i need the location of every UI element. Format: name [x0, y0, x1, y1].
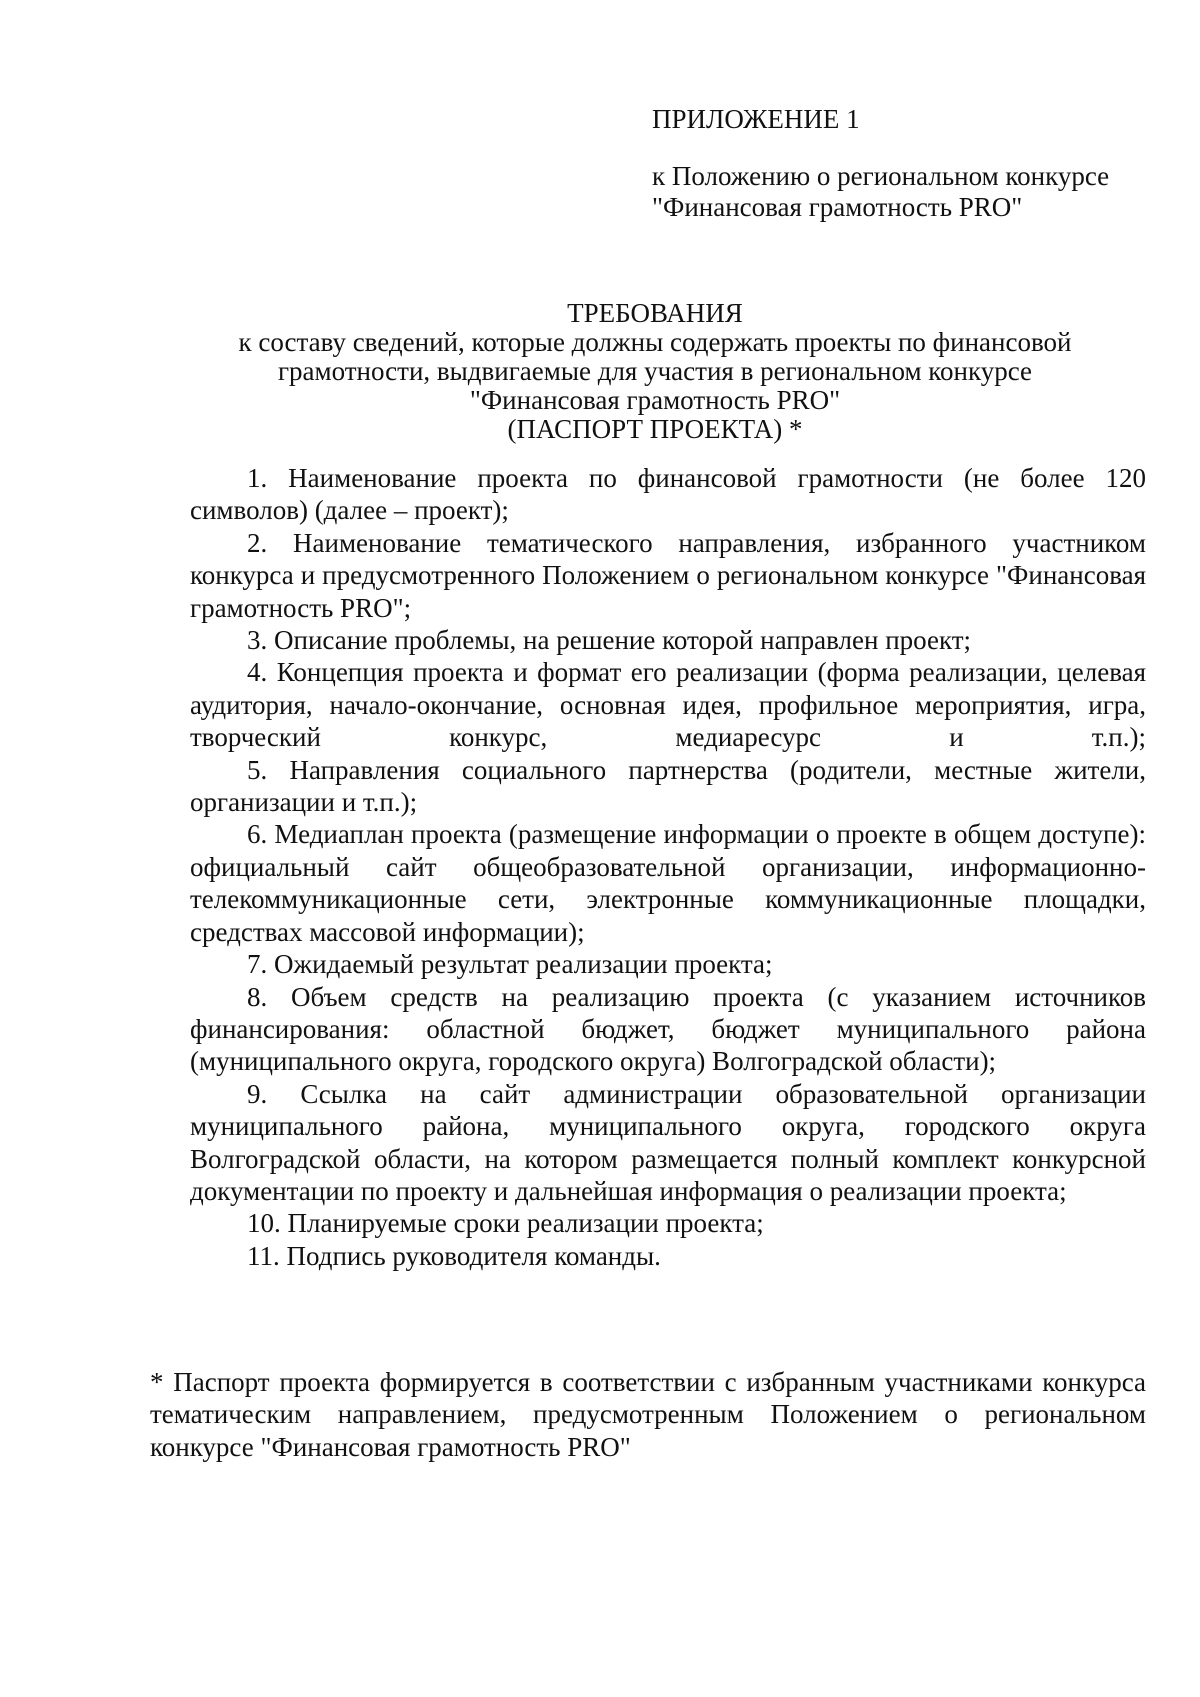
heading-line-2: грамотности, выдвигаемые для участия в региональном конкурсе: [277, 356, 1033, 386]
requirement-item: 9. Ссылка на сайт администрации образовательной организации муниципального района, муниципального округа, городского округа Волгоградской области, на котором размещается полный комплект конкурсной документации по проекту и дальнейшая информация о реализации проекта;: [190, 1078, 1146, 1206]
requirement-item: 1. Наименование проекта по финансовой грамотности (не более 120 символов) (далее – проект);: [190, 463, 1146, 526]
requirement-item: 6. Медиаплан проекта (размещение информации о проекте в общем доступе): официальный сайт общеобразовательной организации, информационно-телекоммуникационные сети, электронные коммуникационные площадки, средствах массовой информации);: [190, 819, 1146, 947]
requirement-item: 2. Наименование тематического направления, избранного участником конкурса и предусмотренного Положением о региональном конкурсе "Финансовая грамотность PRO";: [190, 527, 1146, 623]
appendix-reference-line-2: "Финансовая грамотность PRO": [652, 192, 1023, 222]
requirement-item: 7. Ожидаемый результат реализации проекта;: [247, 949, 773, 980]
footnote: * Паспорт проекта формируется в соответствии с избранным участниками конкурса тематическим направлением, предусмотренным Положением о региональном конкурсе "Финансовая грамотность PRO": [150, 1367, 1146, 1462]
requirement-item: 8. Объем средств на реализацию проекта (с указанием источников финансирования: областной бюджет, бюджет муниципального района (муниципального округа, городского округа) Волгоградской области);: [190, 981, 1146, 1077]
document-heading: [190, 299, 1120, 444]
appendix-title: ПРИЛОЖЕНИЕ 1: [652, 104, 860, 134]
appendix-reference-line-1: к Положению о региональном конкурсе: [652, 161, 1110, 191]
heading-line-1: к составу сведений, которые должны содержать проекты по финансовой: [238, 327, 1072, 357]
requirement-item: 10. Планируемые сроки реализации проекта;: [247, 1208, 764, 1239]
requirement-item: 3. Описание проблемы, на решение которой направлен проект;: [247, 625, 972, 656]
requirement-item: 4. Концепция проекта и формат его реализации (форма реализации, целевая аудитория, начало-окончание, основная идея, профильное мероприятия, игра, творческий конкурс, медиаресурс и т.п.);: [190, 657, 1146, 753]
appendix-header: [652, 104, 1172, 223]
requirement-item: 11. Подпись руководителя команды.: [247, 1240, 661, 1271]
heading-line-4: (ПАСПОРТ ПРОЕКТА) *: [507, 414, 803, 444]
heading-line-3: "Финансовая грамотность PRO": [469, 385, 841, 415]
requirement-item: 5. Направления социального партнерства (родители, местные жители, организации и т.п.);: [190, 754, 1146, 818]
requirements-list: [190, 462, 1146, 1272]
heading-title: ТРЕБОВАНИЯ: [567, 298, 743, 328]
